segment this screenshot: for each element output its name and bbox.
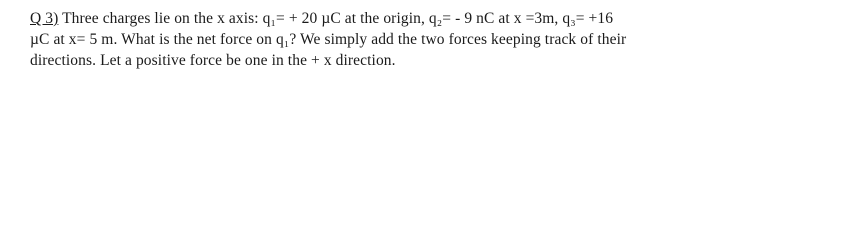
question-text — [30, 8, 860, 71]
question-line-1 — [30, 8, 860, 29]
question-line-3: directions. Let a positive force be one in the + x direction. — [30, 52, 396, 69]
question-number: Q 3) — [30, 10, 59, 27]
question-line-2: µC at x= 5 m. What is the net force on q₁? We simply add the two forces keeping track of their — [30, 31, 627, 48]
question-line-1-text: Three charges lie on the x axis: q₁= + 20 µC at the origin, q₂= - 9 nC at x =3m, q₃= +16 — [58, 10, 614, 27]
